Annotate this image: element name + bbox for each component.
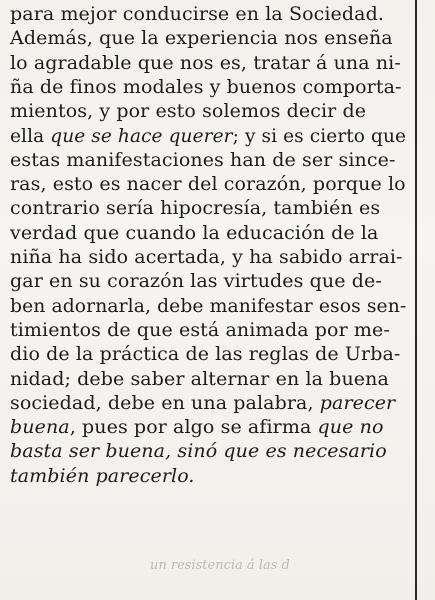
text-line	[10, 391, 395, 415]
text-line	[10, 367, 389, 391]
line-text: gar en su corazón las virtudes que de-	[10, 270, 382, 293]
line-text: lo agradable que nos es, tratar á una ni-	[10, 51, 401, 74]
line-text: contrario sería hipocresía, también es	[10, 197, 381, 220]
line-text: sociedad, debe en una palabra,	[10, 391, 320, 414]
text-line	[10, 318, 390, 342]
text-line	[10, 464, 195, 488]
text-line	[10, 245, 403, 269]
text-line	[10, 439, 387, 463]
text-line	[10, 342, 400, 366]
italic-text: buena	[10, 416, 70, 439]
line-text: ras, esto es nacer del corazón, porque lo	[10, 173, 406, 196]
line-text: mientos, y por esto solemos decir de	[10, 100, 367, 123]
text-line	[10, 2, 384, 26]
text-line	[10, 26, 393, 50]
line-text: ella	[10, 124, 51, 147]
italic-text: que se hace querer	[50, 124, 233, 147]
line-text: ña de finos modales y buenos comporta-	[10, 75, 402, 98]
italic-text: también parecerlo.	[10, 464, 195, 487]
text-line	[10, 99, 366, 123]
line-text: para mejor conducirse en la Sociedad.	[10, 3, 384, 25]
text-line	[10, 172, 406, 196]
text-line	[10, 124, 406, 148]
line-text: niña ha sido acertada, y ha sabido arrai-	[10, 246, 403, 268]
text-line	[10, 269, 382, 293]
text-line	[10, 294, 406, 318]
text-line	[10, 148, 396, 172]
line-text: dio de la práctica de las reglas de Urba-	[10, 343, 401, 366]
line-text: ; y si es cierto que	[232, 124, 407, 147]
line-text: verdad que cuando la educación de la	[10, 221, 379, 244]
italic-text: que no	[317, 416, 384, 439]
italic-text: parecer	[319, 391, 396, 414]
line-text: timientos de que está animada por me-	[10, 318, 390, 341]
line-text: ben adornarla, debe manifestar esos sen-	[10, 294, 407, 317]
bleed-through-text: un resistencia á las d	[150, 558, 290, 573]
column-rule	[415, 0, 417, 600]
text-line	[10, 75, 402, 99]
text-line	[10, 196, 380, 220]
line-text: estas manifestaciones han de ser since-	[10, 148, 396, 171]
line-text: nidad; debe saber alternar en la buena	[10, 367, 389, 390]
italic-text: basta ser buena, sinó que es necesario	[10, 440, 387, 463]
line-text: Además, que la experiencia nos enseña	[10, 27, 393, 50]
text-line	[10, 415, 384, 439]
text-line	[10, 51, 401, 75]
text-line	[10, 221, 378, 245]
line-text: , pues por algo se afirma	[69, 416, 318, 439]
